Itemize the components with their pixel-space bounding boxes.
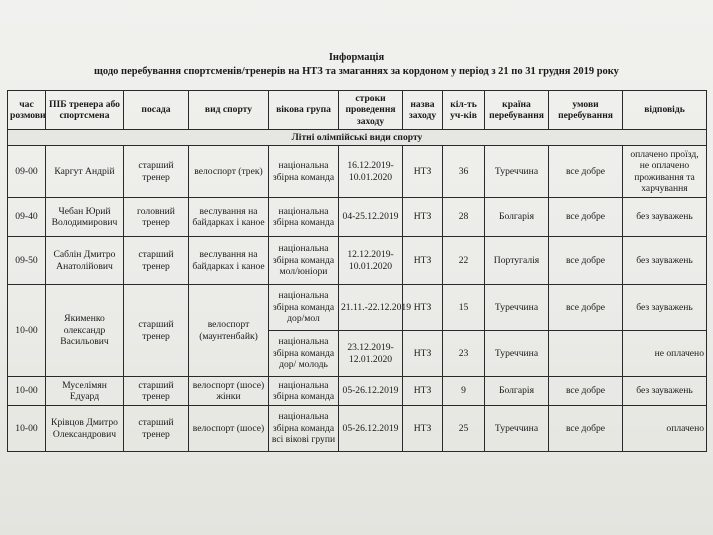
cell-name: Муселімян Едуард (46, 377, 124, 406)
cell-answer: без зауважень (623, 377, 707, 406)
column-header: умови перебування (549, 91, 623, 130)
column-header: відповідь (623, 91, 707, 130)
cell-time: 10-00 (8, 406, 46, 452)
cell-dates: 12.12.2019-10.01.2020 (339, 237, 403, 285)
cell-country: Болгарія (485, 377, 549, 406)
cell-name: Якименко олександр Васильович (46, 285, 124, 377)
cell-answer: без зауважень (623, 198, 707, 237)
cell-position: старший тренер (124, 285, 189, 377)
cell-conditions: все добре (549, 285, 623, 331)
cell-country: Туреччина (485, 406, 549, 452)
cell-position: головний тренер (124, 198, 189, 237)
cell-answer: не оплачено (623, 331, 707, 377)
table-row (8, 285, 707, 331)
cell-dates: 05-26.12.2019 (339, 406, 403, 452)
cell-name: Саблін Дмитро Анатолійович (46, 237, 124, 285)
cell-country: Болгарія (485, 198, 549, 237)
cell-time: 09-00 (8, 146, 46, 198)
column-header: країна перебування (485, 91, 549, 130)
cell-count: 9 (443, 377, 485, 406)
table-row (8, 237, 707, 285)
cell-count: 36 (443, 146, 485, 198)
cell-event: НТЗ (403, 237, 443, 285)
column-header: ПІБ тренера або спортсмена (46, 91, 124, 130)
cell-count: 23 (443, 331, 485, 377)
document-title: Інформація (328, 52, 385, 63)
cell-conditions (549, 331, 623, 377)
cell-position: старший тренер (124, 406, 189, 452)
column-header: строки проведення заходу (339, 91, 403, 130)
cell-answer: без зауважень (623, 237, 707, 285)
cell-dates: 23.12.2019-12.01.2020 (339, 331, 403, 377)
column-header: посада (124, 91, 189, 130)
cell-country: Туреччина (485, 146, 549, 198)
cell-conditions: все добре (549, 406, 623, 452)
cell-conditions: все добре (549, 198, 623, 237)
cell-answer: оплачено (623, 406, 707, 452)
cell-dates: 04-25.12.2019 (339, 198, 403, 237)
cell-name: Крівцов Дмитро Олександрович (46, 406, 124, 452)
cell-sport: веслування на байдарках і каное (189, 198, 269, 237)
cell-count: 25 (443, 406, 485, 452)
cell-answer: без зауважень (623, 285, 707, 331)
cell-name: Чебан Юрий Володимирович (46, 198, 124, 237)
cell-event: НТЗ (403, 146, 443, 198)
cell-sport: велоспорт (трек) (189, 146, 269, 198)
section-row (8, 130, 707, 146)
table-header-row (8, 91, 707, 130)
cell-position: старший тренер (124, 237, 189, 285)
cell-group: національна збірна команда (269, 146, 339, 198)
cell-event: НТЗ (403, 377, 443, 406)
cell-sport: веслування на байдарках і каное (189, 237, 269, 285)
cell-dates: 16.12.2019-10.01.2020 (339, 146, 403, 198)
cell-conditions: все добре (549, 377, 623, 406)
cell-time: 10-00 (8, 285, 46, 377)
cell-position: старший тренер (124, 377, 189, 406)
cell-conditions: все добре (549, 146, 623, 198)
cell-sport: велоспорт (шосе) (189, 406, 269, 452)
column-header: кіл-ть уч-ків (443, 91, 485, 130)
cell-group: національна збірна команда дор/ молодь (269, 331, 339, 377)
cell-event: НТЗ (403, 331, 443, 377)
table-row (8, 406, 707, 452)
cell-sport: велоспорт (маунтенбайк) (189, 285, 269, 377)
column-header: вікова група (269, 91, 339, 130)
cell-event: НТЗ (403, 406, 443, 452)
cell-name: Каргут Андрій (46, 146, 124, 198)
cell-count: 15 (443, 285, 485, 331)
cell-position: старший тренер (124, 146, 189, 198)
cell-group: національна збірна команда (269, 198, 339, 237)
column-header: назва заходу (403, 91, 443, 130)
cell-event: НТЗ (403, 198, 443, 237)
cell-time: 10-00 (8, 377, 46, 406)
section-title: Літні олімпійські види спорту (8, 130, 707, 146)
cell-time: 09-50 (8, 237, 46, 285)
document-subtitle: щодо перебування спортсменів/тренерів на НТЗ та змаганнях за кордоном у період з 21 по 31 грудня 2019 року (94, 66, 619, 77)
cell-sport: велоспорт (шосе) жінки (189, 377, 269, 406)
cell-group: національна збірна команда мол/юніори (269, 237, 339, 285)
table-row (8, 146, 707, 198)
cell-group: національна збірна команда дор/мол (269, 285, 339, 331)
cell-conditions: все добре (549, 237, 623, 285)
report-table (7, 90, 707, 452)
cell-group: національна збірна команда всі вікові групи (269, 406, 339, 452)
cell-count: 28 (443, 198, 485, 237)
table-row (8, 198, 707, 237)
column-header: вид спорту (189, 91, 269, 130)
cell-time: 09-40 (8, 198, 46, 237)
cell-country: Португалія (485, 237, 549, 285)
cell-dates: 21.11.-22.12.2019 (339, 285, 403, 331)
cell-group: національна збірна команда (269, 377, 339, 406)
column-header: час розмови (8, 91, 46, 130)
table-row (8, 377, 707, 406)
cell-country: Туреччина (485, 331, 549, 377)
cell-country: Туреччина (485, 285, 549, 331)
cell-answer: оплачено проїзд, не оплачено проживання та харчування (623, 146, 707, 198)
cell-event: НТЗ (403, 285, 443, 331)
cell-count: 22 (443, 237, 485, 285)
cell-dates: 05-26.12.2019 (339, 377, 403, 406)
